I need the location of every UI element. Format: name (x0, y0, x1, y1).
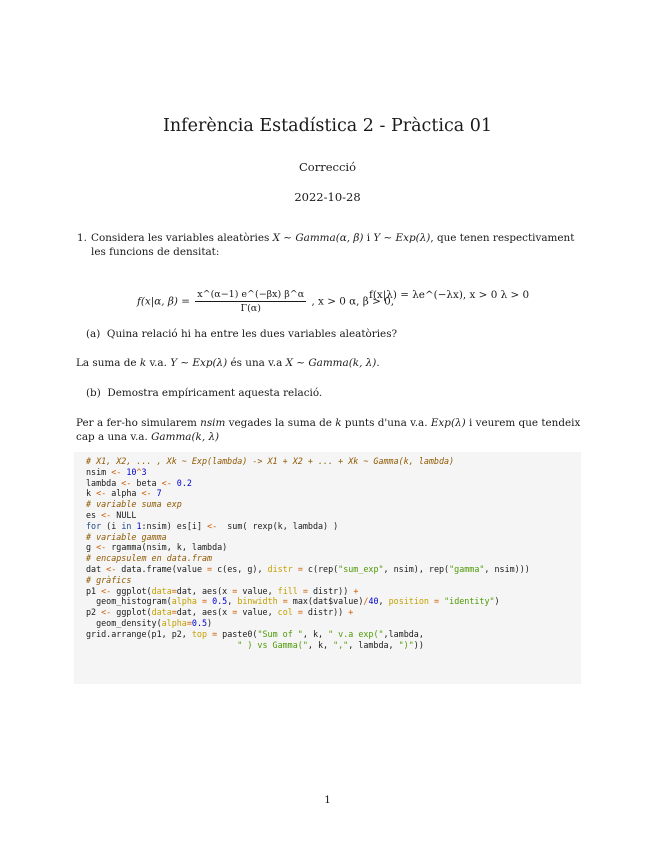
code-line: # gràfics (86, 574, 132, 585)
part-b (86, 386, 322, 400)
math-k: k (335, 417, 342, 429)
code-line: # variable suma exp (86, 499, 182, 510)
code-line: lambda <- beta <- 0.2 (86, 477, 192, 488)
answer-text: és una v.a (227, 357, 286, 369)
document-date: 2022-10-28 (294, 190, 361, 204)
code-line: p1 <- ggplot(data=dat, aes(x = value, fill = distr)) + (86, 585, 359, 596)
code-line: geom_density(alpha=0.5) (86, 617, 213, 628)
fraction-denominator: Γ(α) (240, 303, 261, 314)
question-text: i (363, 232, 374, 244)
code-line: " ) vs Gamma(", k, ",", lambda, ")")) (237, 639, 424, 650)
answer-b (76, 416, 581, 444)
part-label: (b) (86, 387, 101, 399)
math-exp: Exp(λ) (430, 417, 466, 429)
answer-text: v.a. (146, 357, 171, 369)
code-line: geom_histogram(alpha = 0.5, binwidth = max(dat$value)/40, position = "identity") (86, 596, 500, 607)
code-line: # variable gamma (86, 531, 167, 542)
exp-density-formula: f(x|λ) = λe^(−λx), x > 0 λ > 0 (369, 289, 530, 301)
code-line: g <- rgamma(nsim, k, lambda) (86, 542, 228, 553)
code-line: k <- alpha <- 7 (86, 488, 162, 499)
answer-a (76, 356, 380, 370)
math-x-gamma: X ∼ Gamma(α, β) (272, 232, 364, 244)
formula-condition: , x > 0 α, β > 0, (311, 295, 394, 308)
gamma-density-formula (137, 289, 394, 314)
math-x: X ∼ Gamma(k, λ) (285, 357, 377, 369)
answer-text: vegades la suma de (225, 417, 336, 429)
code-line: dat <- data.frame(value = c(es, g), distr = c(rep("sum_exp", nsim), rep("gamma", nsim))) (86, 563, 530, 574)
question-text: , que tenen respectivament les funcions de densitat: (91, 232, 575, 258)
answer-text: i veurem que tendeix cap a una v.a. (76, 417, 581, 443)
math-y: Y ∼ Exp(λ) (170, 357, 228, 369)
fraction-numerator: x^(α−1) e^(−βx) β^α (197, 289, 305, 300)
code-line: # encapsulem en data.fram (86, 553, 213, 564)
code-line: p2 <- ggplot(data=dat, aes(x = value, col = distr)) + (86, 607, 354, 618)
part-a (86, 327, 397, 341)
question-number: 1. (77, 232, 87, 244)
math-k: k (139, 357, 147, 369)
code-line: grid.arrange(p1, p2, top = paste0("Sum of ", k, " v.a exp(",lambda, (86, 628, 424, 639)
answer-text: La suma de (76, 357, 140, 369)
code-block (74, 452, 581, 684)
part-text: Quina relació hi ha entre les dues variables aleatòries? (106, 328, 398, 340)
math-nsim: nsim (200, 417, 226, 429)
math-y-exp: Y ∼ Exp(λ) (373, 232, 431, 244)
document-title: Inferència Estadística 2 - Pràctica 01 (162, 116, 493, 136)
code-line: es <- NULL (86, 509, 137, 520)
question-1 (77, 231, 579, 259)
math-gamma: Gamma(k, λ) (151, 431, 220, 443)
page-number: 1 (324, 794, 331, 806)
document-author: Correcció (298, 160, 356, 174)
density-formulas (137, 282, 557, 316)
answer-text: . (376, 357, 380, 369)
formula-fraction (195, 289, 306, 314)
answer-text: Per a fer-ho simularem (76, 417, 201, 429)
code-line: nsim <- 10^3 (86, 466, 147, 477)
part-label: (a) (86, 328, 101, 340)
code-line: # X1, X2, ... , Xk ~ Exp(lambda) -> X1 + X2 + ... + Xk ~ Gamma(k, lambda) (86, 456, 455, 466)
answer-text: punts d'una v.a. (341, 417, 431, 429)
question-text: Considera les variables aleatòries (91, 232, 273, 244)
formula-lhs: f(x|α, β) = (137, 295, 194, 308)
part-text: Demostra empíricament aquesta relació. (107, 387, 323, 399)
code-line: for (i in 1:nsim) es[i] <- sum( rexp(k, lambda) ) (86, 520, 339, 531)
